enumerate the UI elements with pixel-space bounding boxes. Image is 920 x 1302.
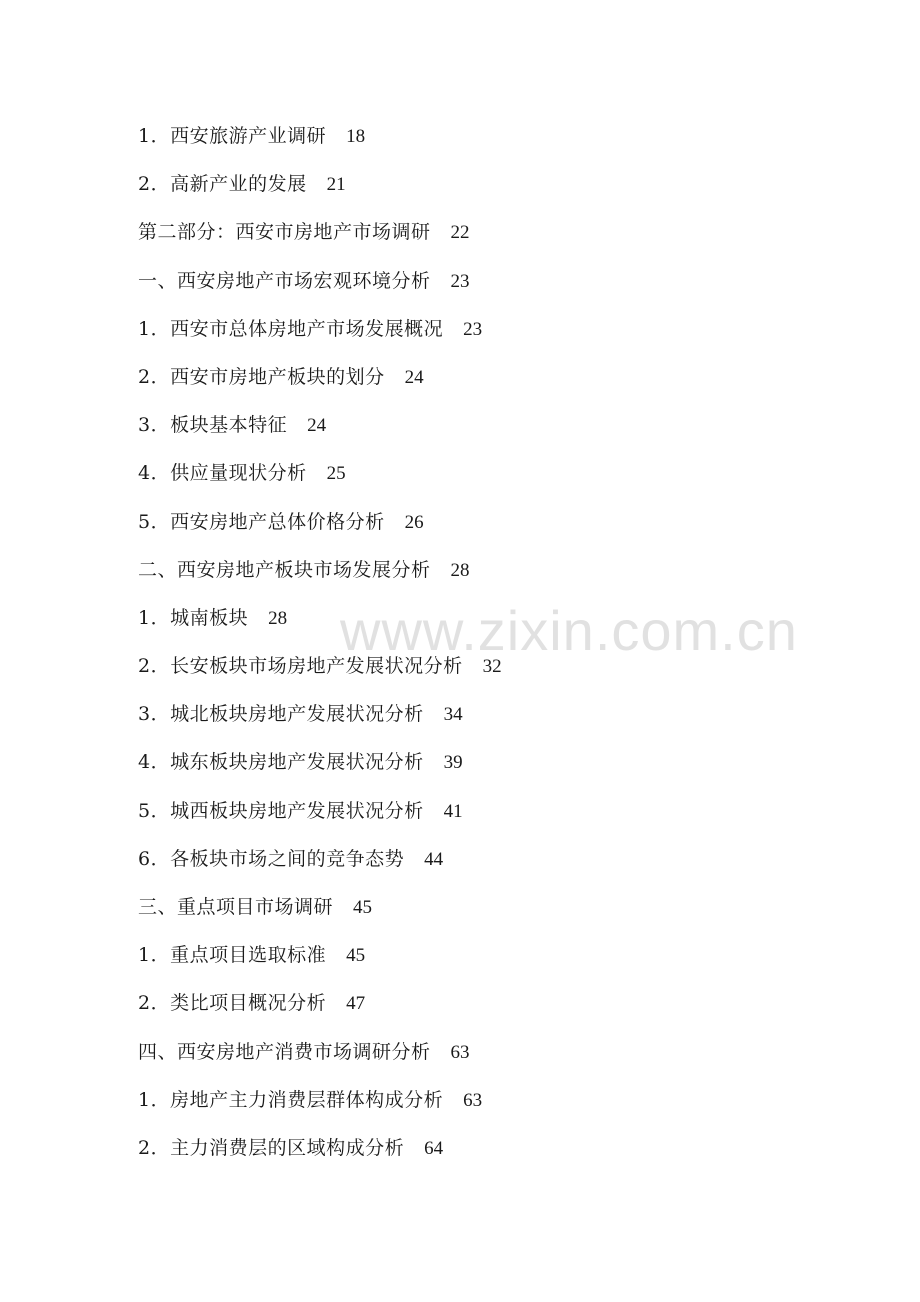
toc-entry[interactable] bbox=[138, 162, 502, 210]
toc-entry-page: 25 bbox=[326, 463, 346, 485]
toc-entry-page: 23 bbox=[450, 270, 470, 292]
toc-entry-label: 1．重点项目选取标准 bbox=[138, 944, 327, 967]
toc-entry-label: 1．西安旅游产业调研 bbox=[138, 125, 327, 147]
toc-entry[interactable] bbox=[138, 740, 502, 788]
toc-entry[interactable] bbox=[138, 210, 502, 258]
toc-entry-page: 47 bbox=[346, 993, 366, 1015]
toc-entry-page: 63 bbox=[463, 1089, 483, 1111]
toc-entry-label: 3．板块基本特征 bbox=[138, 414, 288, 437]
toc-entry[interactable] bbox=[138, 355, 502, 403]
toc-entry[interactable] bbox=[138, 981, 502, 1029]
toc-entry[interactable] bbox=[138, 307, 502, 355]
toc-entry-page: 32 bbox=[482, 656, 502, 678]
toc-entry[interactable] bbox=[138, 403, 502, 451]
toc-entry-page: 45 bbox=[346, 945, 366, 967]
toc-entry-page: 41 bbox=[443, 800, 463, 822]
toc-entry[interactable] bbox=[138, 1030, 502, 1078]
toc-entry-page: 39 bbox=[443, 752, 463, 774]
toc-entry-label: 三、重点项目市场调研 bbox=[138, 896, 334, 918]
toc-entry[interactable] bbox=[138, 789, 502, 837]
toc-entry-page: 45 bbox=[353, 897, 373, 918]
toc-entry[interactable] bbox=[138, 500, 502, 548]
toc-entry[interactable] bbox=[138, 548, 502, 596]
toc-entry[interactable] bbox=[138, 114, 502, 162]
toc-entry-page: 28 bbox=[268, 607, 288, 629]
toc-entry-label: 2．主力消费层的区域构成分析 bbox=[138, 1136, 405, 1159]
toc-entry-label: 5．西安房地产总体价格分析 bbox=[138, 510, 385, 533]
toc-entry-page: 64 bbox=[424, 1137, 444, 1159]
toc-entry-label: 6．各板块市场之间的竞争态势 bbox=[138, 847, 405, 870]
toc-entry[interactable] bbox=[138, 451, 502, 499]
toc-entry[interactable] bbox=[138, 933, 502, 981]
toc-entry-page: 23 bbox=[463, 318, 483, 340]
toc-entry-label: 一、西安房地产市场宏观环境分析 bbox=[138, 269, 431, 292]
toc-entry-page: 34 bbox=[443, 704, 463, 726]
toc-entry-page: 24 bbox=[307, 415, 327, 437]
toc-entry-label: 2．高新产业的发展 bbox=[138, 173, 307, 196]
toc-entry-label: 1．城南板块 bbox=[138, 606, 249, 629]
toc-entry-label: 2．类比项目概况分析 bbox=[138, 992, 327, 1015]
toc-entry-label: 5．城西板块房地产发展状况分析 bbox=[138, 799, 424, 822]
toc-entry[interactable] bbox=[138, 1126, 502, 1174]
watermark: www.zixin.com.cn bbox=[340, 599, 798, 662]
toc-entry[interactable] bbox=[138, 885, 502, 933]
toc-entry-page: 44 bbox=[424, 848, 444, 870]
toc-entry-label: 第二部分：西安市房地产市场调研 bbox=[138, 221, 431, 244]
toc-entry[interactable] bbox=[138, 1078, 502, 1126]
toc-entry-page: 26 bbox=[404, 511, 424, 533]
toc-entry[interactable] bbox=[138, 837, 502, 885]
toc-entry[interactable] bbox=[138, 259, 502, 307]
toc-entry-label: 2．长安板块市场房地产发展状况分析 bbox=[138, 655, 463, 678]
toc-entry-label: 二、西安房地产板块市场发展分析 bbox=[138, 558, 431, 581]
toc-entry-page: 18 bbox=[346, 126, 366, 147]
toc-entry-label: 4．城东板块房地产发展状况分析 bbox=[138, 751, 424, 774]
toc-entry-page: 63 bbox=[450, 1041, 470, 1063]
toc-entry-label: 1．西安市总体房地产市场发展概况 bbox=[138, 317, 444, 340]
toc-entry-page: 24 bbox=[404, 366, 424, 388]
toc-entry-page: 21 bbox=[326, 174, 346, 196]
toc-entry-label: 3．城北板块房地产发展状况分析 bbox=[138, 703, 424, 726]
toc-entry-label: 2．西安市房地产板块的划分 bbox=[138, 365, 385, 388]
toc-entry-page: 28 bbox=[450, 559, 470, 581]
toc-entry-page: 22 bbox=[450, 222, 470, 244]
toc-entry[interactable] bbox=[138, 692, 502, 740]
toc-entry-label: 4．供应量现状分析 bbox=[138, 462, 307, 485]
toc-entry-label: 1．房地产主力消费层群体构成分析 bbox=[138, 1088, 444, 1111]
toc-entry-label: 四、西安房地产消费市场调研分析 bbox=[138, 1040, 431, 1063]
